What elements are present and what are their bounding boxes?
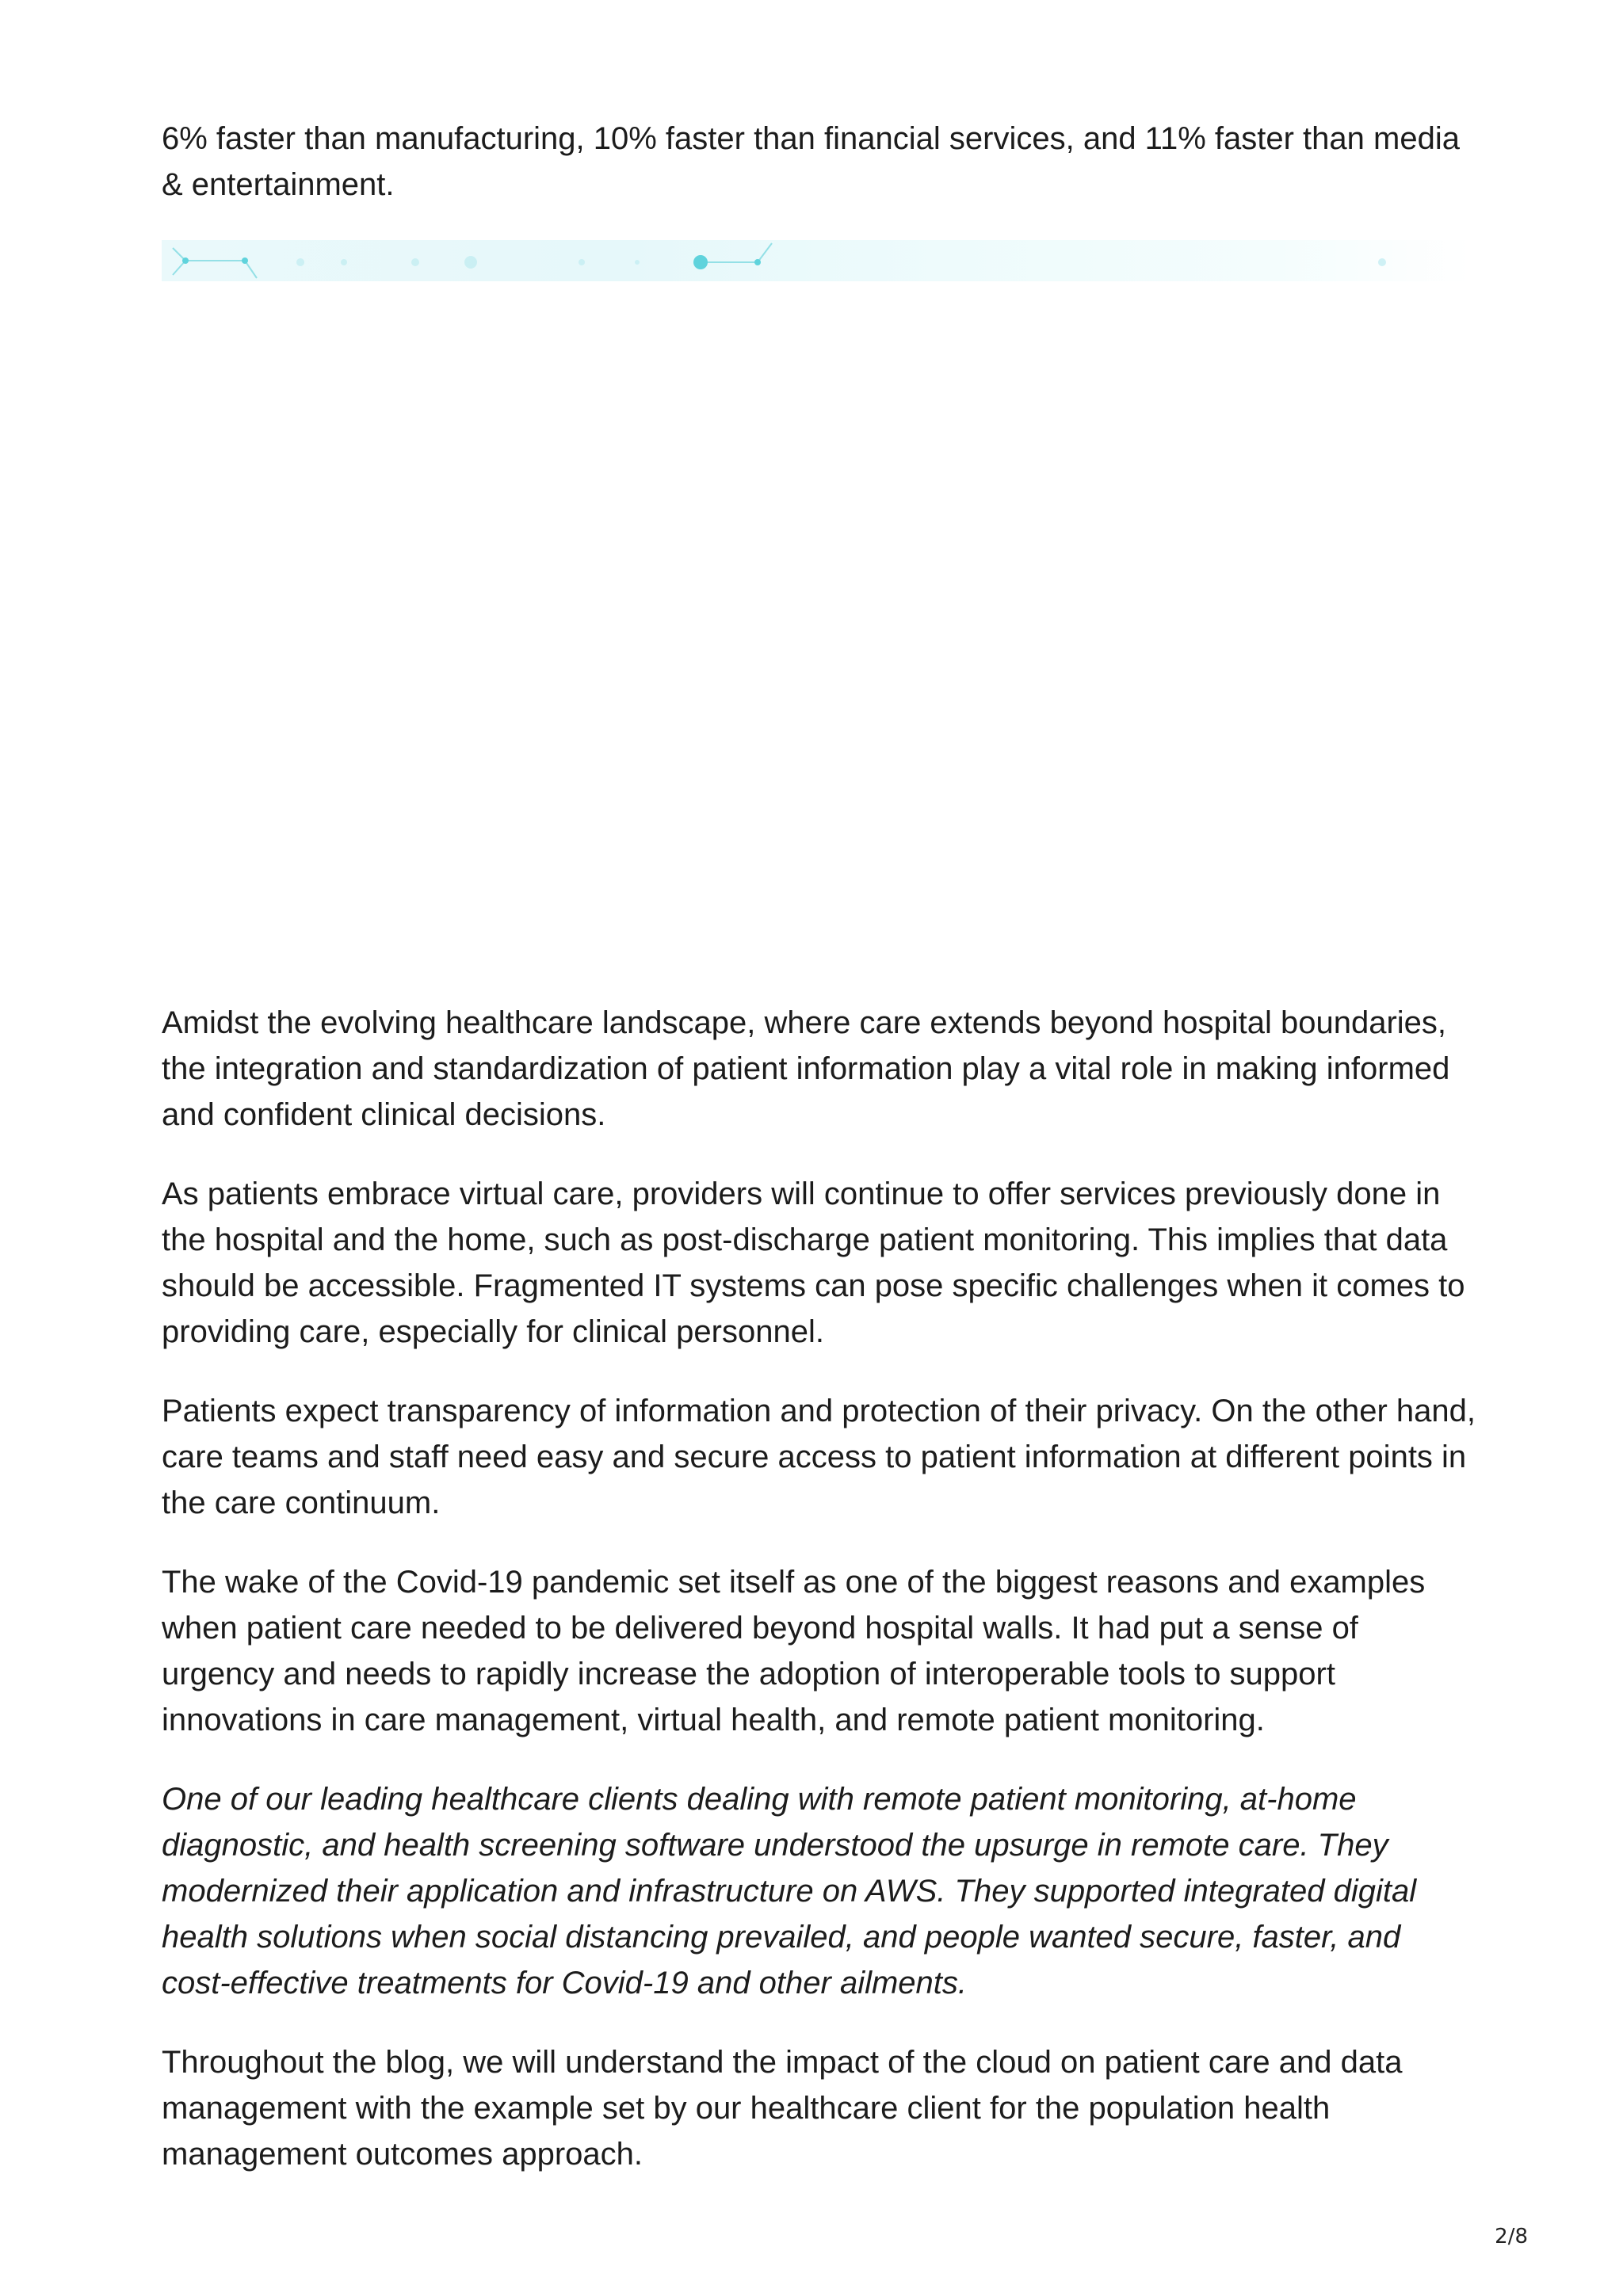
- paragraph-1: Amidst the evolving healthcare landscape, where care extends beyond hospital boundaries, the integration and standardization of patient information play a vital role in making informed and confident clinical decisions.: [162, 1005, 1450, 1132]
- page-number: 2/8: [1495, 2225, 1528, 2248]
- paragraph-intro-continuation: 6% faster than manufacturing, 10% faster than financial services, and 11% faster than media & entertainment.: [162, 121, 1460, 202]
- network-nodes-graphic: [162, 240, 1471, 281]
- decorative-banner-image: [162, 240, 1471, 281]
- blank-image-area: [162, 281, 1471, 994]
- paragraph-2: As patients embrace virtual care, providers will continue to offer services previously done in the hospital and the home, such as post-discharge patient monitoring. This implies that data should be accessible. Fragmented IT systems can pose specific challenges when it comes to providing care, especially for clinical personnel.: [162, 1177, 1465, 1349]
- paragraph-6: Throughout the blog, we will understand the impact of the cloud on patient care and data management with the example set by our healthcare client for the population health management outcomes approach.: [162, 2045, 1403, 2172]
- paragraph-client-quote: One of our leading healthcare clients dealing with remote patient monitoring, at-home diagnostic, and health screening software understood the upsurge in remote care. They modernized their application and infrastructure on AWS. They supported integrated digital health solutions when social distancing prevailed, and people wanted secure, faster, and cost-effective treatments for Covid-19 and other ailments.: [162, 1782, 1417, 2000]
- paragraph-4: The wake of the Covid-19 pandemic set itself as one of the biggest reasons and examples when patient care needed to be delivered beyond hospital walls. It had put a sense of urgency and needs to rapidly increase the adoption of interoperable tools to support innovations in care management, virtual health, and remote patient monitoring.: [162, 1565, 1426, 1737]
- paragraph-3: Patients expect transparency of information and protection of their privacy. On the other hand, care teams and staff need easy and secure access to patient information at different points in the care continuum.: [162, 1394, 1476, 1520]
